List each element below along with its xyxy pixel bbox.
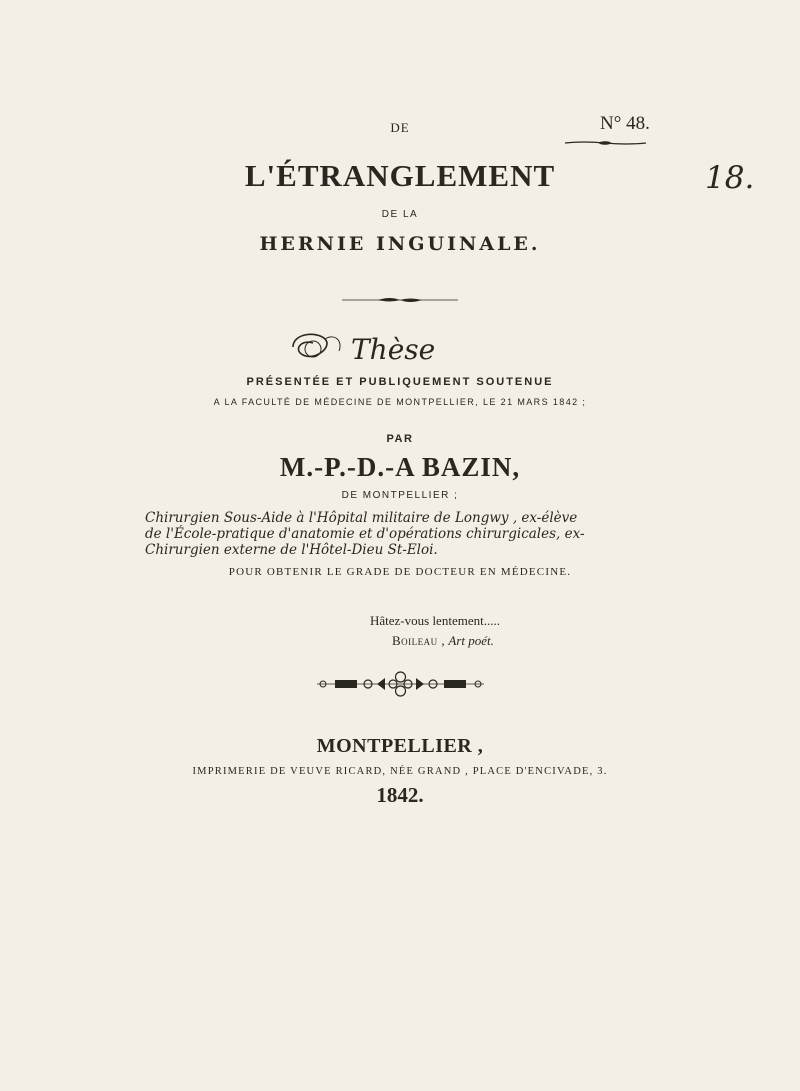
imprint-city: MONTPELLIER , xyxy=(316,735,484,757)
these-heading: Thèse xyxy=(351,333,436,366)
catalog-number: N° 48. xyxy=(600,113,650,134)
by-label: PAR xyxy=(386,433,414,445)
epigraph-source xyxy=(392,633,494,649)
title-connector: DE LA xyxy=(381,209,419,220)
presentation-line: PRÉSENTÉE ET PUBLIQUEMENT SOUTENUE xyxy=(246,376,554,388)
imprint-year: 1842. xyxy=(376,783,424,807)
printer-ornament xyxy=(313,669,488,699)
faculty-date-line: A LA FACULTÉ DE MÉDECINE DE MONTPELLIER, LE 21 MARS 1842 ; xyxy=(213,397,587,407)
author-origin: DE MONTPELLIER ; xyxy=(341,490,459,501)
number-underline-ornament xyxy=(563,140,648,146)
imprint-printer: IMPRIMERIE DE VEUVE RICARD, NÉE GRAND , PLACE D'ENCIVADE, 3. xyxy=(192,766,608,777)
title-prefix: DE xyxy=(390,120,410,135)
main-title: L'ÉTRANGLEMENT xyxy=(244,158,556,193)
epigraph-author: Boileau , xyxy=(392,633,446,648)
epigraph-quote: Hâtez-vous lentement..... xyxy=(370,613,500,628)
author-name: M.-P.-D.-A BAZIN, xyxy=(279,452,521,482)
credentials-line: Chirurgien externe de l'Hôtel-Dieu St-Eloi. xyxy=(145,542,438,558)
subtitle: HERNIE INGUINALE. xyxy=(259,233,541,255)
divider-ornament xyxy=(340,296,460,304)
epigraph-work: Art poét. xyxy=(448,633,494,648)
credentials-line: de l'École-pratique d'anatomie et d'opérations chirurgicales, ex- xyxy=(145,526,585,542)
these-flourish-ornament xyxy=(285,327,347,367)
degree-line: POUR OBTENIR LE GRADE DE DOCTEUR EN MÉDECINE. xyxy=(228,566,572,578)
handwritten-shelf-number: 18. xyxy=(705,160,755,196)
author-credentials xyxy=(145,510,665,558)
credentials-line: Chirurgien Sous-Aide à l'Hôpital militaire de Longwy , ex-élève xyxy=(145,510,578,526)
